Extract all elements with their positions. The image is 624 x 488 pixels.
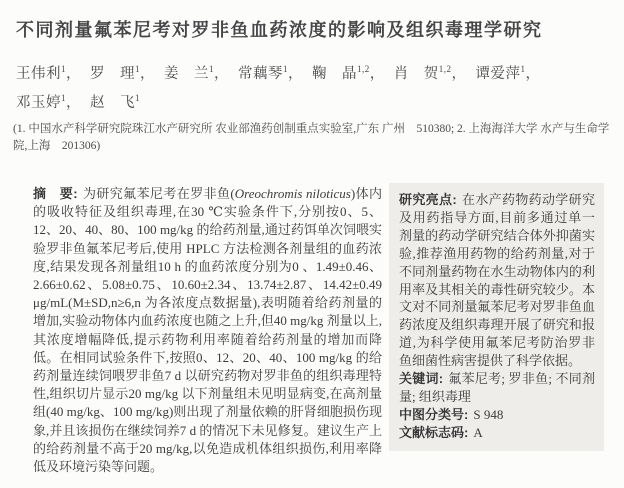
author: 肖 贺$^{1,2}$， xyxy=(393,64,467,82)
author: 罗 理$^1$， xyxy=(90,64,155,82)
author: 邓玉婷$^1$， xyxy=(16,93,81,111)
highlights-box xyxy=(389,183,604,451)
doc-code-label: 文献标志码: xyxy=(399,424,469,440)
author: 常藕琴$^1$， xyxy=(238,64,303,82)
author: 赵 飞$^1$ xyxy=(90,93,140,111)
author-list xyxy=(16,60,602,118)
highlights-text: 在水产药物药动学研究及用药指导方面,目前多通过单一剂量的药动学研究结合体外抑菌实验,推荐渔用药物的给药剂量,对于不同剂量药物在水生动物体内的利用率及其相关的毒性研究较少。本文对不同剂量氟苯尼考对罗非鱼血药浓度及组织毒理开展了研究和报道,为科学使用氟苯尼考防治罗非鱼细菌性病害提供了科学依据。 xyxy=(399,192,595,369)
keywords-line xyxy=(399,370,595,406)
paper-title: 不同剂量氟苯尼考对罗非鱼血药浓度的影响及组织毒理学研究 xyxy=(16,20,543,40)
keywords-text: 氟苯尼考; 罗非鱼; 不同剂量; 组织毒理 xyxy=(399,371,595,404)
keywords-label: 关键词: xyxy=(399,371,444,387)
clc-text: S 948 xyxy=(473,406,504,422)
clc-label: 中图分类号: xyxy=(399,406,469,422)
clc-line xyxy=(399,406,595,424)
affiliation: (1. 中国水产科学研究院珠江水产研究所 农业部渔药创制重点实验室,广东 广州 510380; 2. 上海海洋大学 水产与生命学院,上海 201306) xyxy=(13,123,610,152)
doc-code-text: A xyxy=(473,424,483,440)
author: 谭爱萍$^1$， xyxy=(475,64,541,82)
highlights-paragraph xyxy=(399,191,595,370)
abstract-text-2: )体内的吸收特征及组织毒理,在30 ℃实验条件下,分别按0、5、12、20、40、80、100 mg/kg 的给药剂量,通过药饵单次饲喂实验罗非鱼氟苯尼考后,使用 HPLC 方法检测各剂量组的血药浓度,结果发现各剂量组10 h 的血药浓度分别为0 、1.49±0.46、2.66±0.62、5.08±0.75、10.60±2.34、13.74±2.87、14.42±0.49 μg/mL(M±SD,n≥6,n 为各浓度点数据量),表明随着给药剂量的增加,实验动物体内血药浓度也随之上升,但40 mg/kg 剂量以上,其浓度增幅降低,提示药物利用率随着给药剂量的增加而降低。在相同试验条件下,按照0、12、20、40、100 mg/kg 的给药剂量连续饲喂罗非鱼7 d 以研究药物对罗非鱼的组织毒理特性,组织切片显示20 mg/kg 以下剂量组未见明显病变,在高剂量组(40 mg/kg、100 mg/kg)则出现了剂量依赖的肝肾细胞损伤现象,并且该损伤在继续饲养7 d 的情况下未见修复。建议生产上的给药剂量不高于20 mg/kg,以免造成机体组织损伤,利用率降低及环境污染等问题。 xyxy=(33,186,382,475)
abstract-text-1: 为研究氟苯尼考在罗非鱼( xyxy=(82,186,235,201)
author: 王伟利$^1$， xyxy=(16,64,81,82)
highlights-label: 研究亮点: xyxy=(399,192,457,207)
author: 鞠 晶$^{1,2}$， xyxy=(312,64,385,82)
species-name: Oreochromis niloticus xyxy=(234,186,351,201)
abstract-label: 摘 要: xyxy=(33,186,78,201)
abstract-block xyxy=(33,185,382,476)
doc-code-line xyxy=(399,424,595,442)
author: 姜 兰$^1$， xyxy=(164,64,229,82)
